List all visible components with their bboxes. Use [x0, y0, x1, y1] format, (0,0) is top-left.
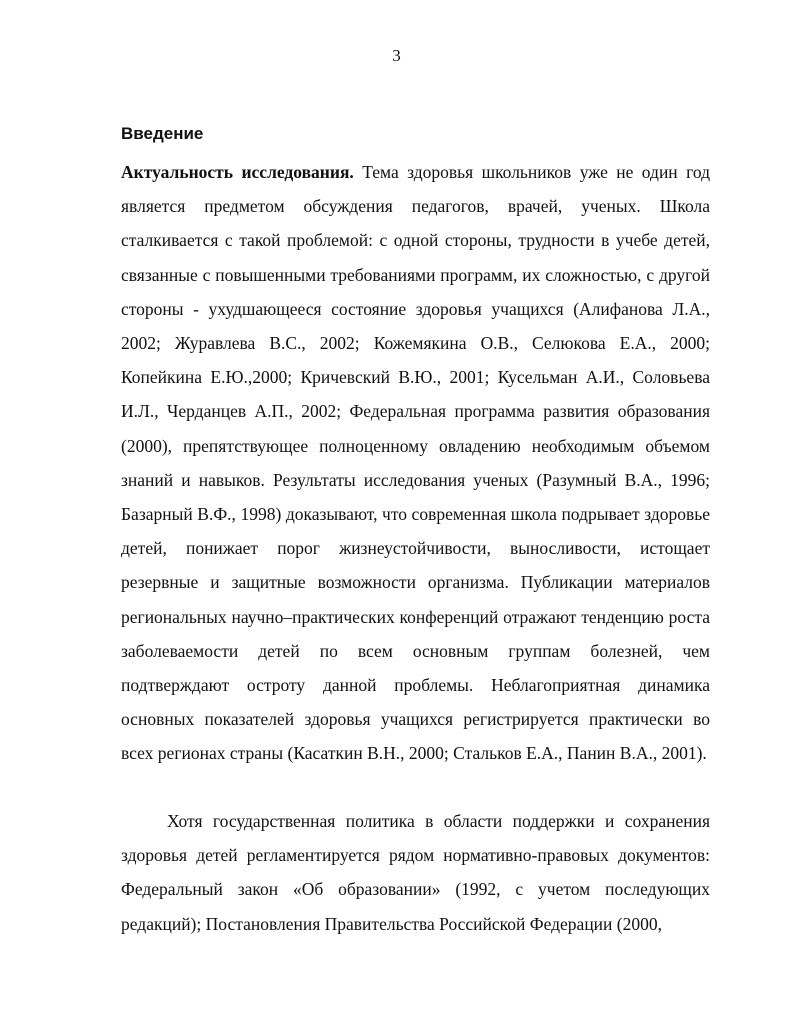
section-heading: Введение: [121, 124, 204, 143]
page-number: 3: [392, 46, 401, 65]
paragraph-policy: Хотя государственная политика в области поддержки и сохранения здоровья детей регламентируется рядом нормативно-правовых документов: Федеральный закон «Об образовании» (1992, с учетом последующих редакций); Постановления Правительства Российской Федерации (2000,: [121, 811, 710, 934]
paragraph-text: Тема здоровья школьников уже не один год является предметом обсуждения педагогов, врачей, ученых. Школа сталкивается с такой проблемой: с одной стороны, трудности в учебе детей, связанные с повышенными требованиями программ, их сложностью, с другой стороны - ухудшающееся состояние здоровья учащихся (Алифанова Л.А., 2002; Журавлева В.С., 2002; Кожемякина О.В., Селюкова Е.А., 2000; Копейкина Е.Ю.,2000; Кричевский В.Ю., 2001; Кусельман А.И., Соловьева И.Л., Черданцев А.П., 2002; Федеральная программа развития образования (2000), препятствующее полноценному овладению необходимым объемом знаний и навыков. Результаты исследования ученых (Разумный В.А., 1996; Базарный В.Ф., 1998) доказывают, что современная школа подрывает здоровье детей, понижает порог жизнеустойчивости, выносливости, истощает резервные и защитные возможности организма. Публикации материалов региональных научно–практических конференций отражают тенденцию роста заболеваемости детей по всем основным группам болезней, чем подтверждают остроту данной проблемы. Неблагоприятная динамика основных показателей здоровья учащихся регистрируется практически во всех регионах страны (Касаткин В.Н., 2000; Стальков Е.А., Панин В.А., 2001).: [121, 162, 710, 764]
paragraph-lead: Актуальность исследования.: [121, 162, 354, 182]
paragraph-relevance: [121, 155, 710, 771]
